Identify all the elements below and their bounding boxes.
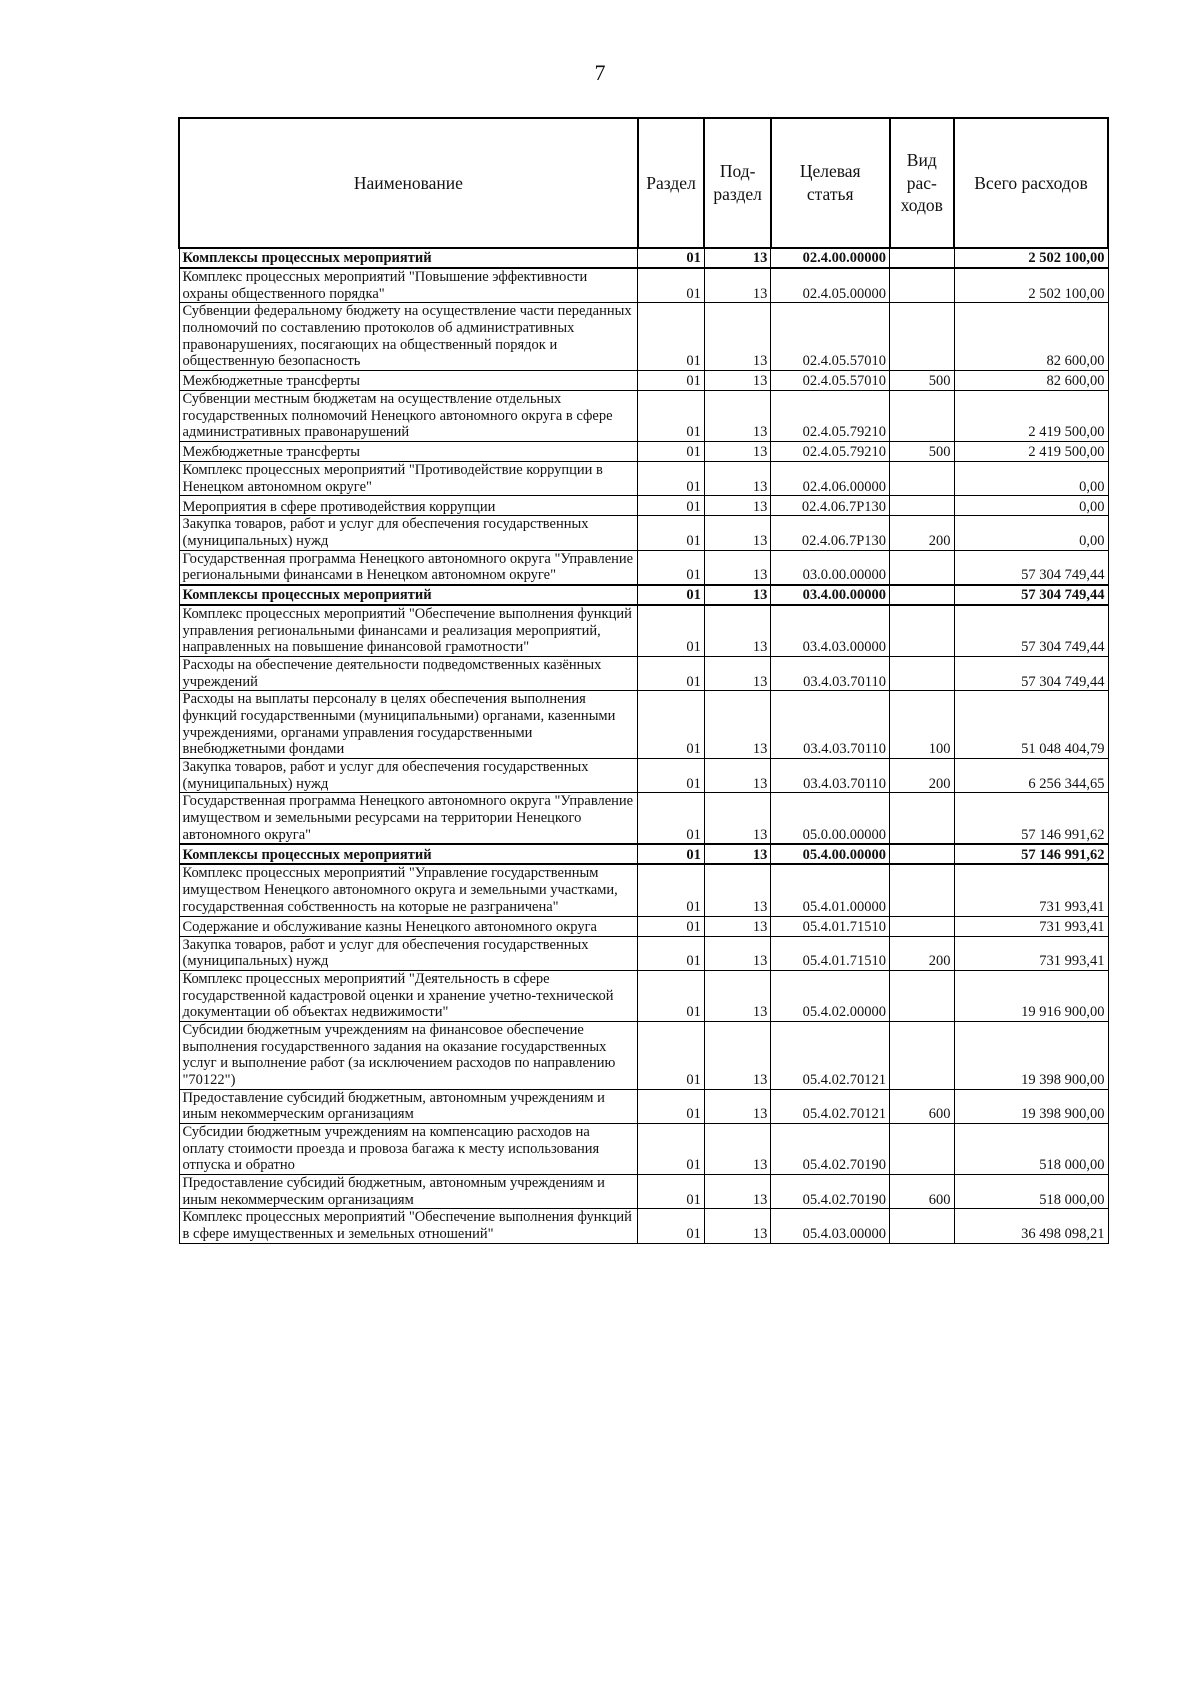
row-name: Расходы на обеспечение деятельности подведомственных казённых учреждений — [179, 657, 638, 691]
row-name: Субсидии бюджетным учреждениям на компенсацию расходов на оплату стоимости проезда и провоза багажа к месту использования отпуска и обратно — [179, 1123, 638, 1174]
row-target-article: 05.4.00.00000 — [771, 844, 890, 864]
row-expense-kind: 200 — [890, 936, 954, 970]
header-name: Наименование — [179, 118, 638, 248]
row-name: Мероприятия в сфере противодействия коррупции — [179, 496, 638, 516]
row-total: 57 304 749,44 — [954, 605, 1108, 657]
row-expense-kind — [890, 844, 954, 864]
row-target-article: 03.4.03.70110 — [771, 691, 890, 759]
row-subsection: 13 — [704, 864, 771, 916]
table-row — [179, 970, 1108, 1021]
row-target-article: 05.4.02.70121 — [771, 1021, 890, 1089]
row-section: 01 — [638, 970, 705, 1021]
row-subsection: 13 — [704, 759, 771, 793]
row-total: 57 304 749,44 — [954, 550, 1108, 585]
row-target-article: 02.4.05.79210 — [771, 391, 890, 442]
row-total: 0,00 — [954, 462, 1108, 496]
row-name: Расходы на выплаты персоналу в целях обеспечения выполнения функций государственными (муниципальными) органами, казенными учреждениями, органами управления государственными внебюджетными фондами — [179, 691, 638, 759]
row-subsection: 13 — [704, 970, 771, 1021]
row-name: Комплекс процессных мероприятий "Управление государственным имуществом Ненецкого автономного округа и земельными участками, государственная собственность на которые не разграничена" — [179, 864, 638, 916]
row-expense-kind — [890, 462, 954, 496]
row-subsection: 13 — [704, 268, 771, 303]
row-name: Субвенции федеральному бюджету на осуществление части переданных полномочий по составлению протоколов об административных правонарушениях, посягающих на общественный порядок и общественную безопасность — [179, 303, 638, 371]
row-target-article: 03.4.03.70110 — [771, 759, 890, 793]
row-section: 01 — [638, 1089, 705, 1123]
table-row — [179, 391, 1108, 442]
table-row — [179, 442, 1108, 462]
table-row — [179, 1089, 1108, 1123]
row-total: 19 916 900,00 — [954, 970, 1108, 1021]
row-name: Межбюджетные трансферты — [179, 371, 638, 391]
row-name: Содержание и обслуживание казны Ненецкого автономного округа — [179, 916, 638, 936]
header-section: Раздел — [638, 118, 705, 248]
row-target-article: 02.4.06.7Р130 — [771, 496, 890, 516]
table-row — [179, 516, 1108, 550]
table-row — [179, 248, 1108, 268]
table-header-row — [179, 118, 1108, 248]
row-name: Комплексы процессных мероприятий — [179, 585, 638, 605]
row-total: 2 502 100,00 — [954, 268, 1108, 303]
row-section: 01 — [638, 691, 705, 759]
row-subsection: 13 — [704, 936, 771, 970]
row-section: 01 — [638, 248, 705, 268]
row-name: Комплекс процессных мероприятий "Обеспечение выполнения функций в сфере имущественных и земельных отношений" — [179, 1209, 638, 1243]
row-total: 731 993,41 — [954, 916, 1108, 936]
row-subsection: 13 — [704, 550, 771, 585]
row-section: 01 — [638, 793, 705, 845]
table-body — [179, 248, 1108, 1243]
row-section: 01 — [638, 303, 705, 371]
row-section: 01 — [638, 936, 705, 970]
row-subsection: 13 — [704, 303, 771, 371]
row-expense-kind — [890, 970, 954, 1021]
row-target-article: 02.4.06.7Р130 — [771, 516, 890, 550]
row-total: 36 498 098,21 — [954, 1209, 1108, 1243]
row-expense-kind — [890, 916, 954, 936]
row-total: 6 256 344,65 — [954, 759, 1108, 793]
header-subsection: Под- раздел — [704, 118, 771, 248]
row-total: 2 419 500,00 — [954, 391, 1108, 442]
row-target-article: 03.4.03.70110 — [771, 657, 890, 691]
row-name: Предоставление субсидий бюджетным, автономным учреждениям и иным некоммерческим организациям — [179, 1174, 638, 1208]
row-expense-kind — [890, 550, 954, 585]
row-total: 518 000,00 — [954, 1123, 1108, 1174]
row-name: Предоставление субсидий бюджетным, автономным учреждениям и иным некоммерческим организациям — [179, 1089, 638, 1123]
row-expense-kind — [890, 496, 954, 516]
row-subsection: 13 — [704, 442, 771, 462]
row-total: 731 993,41 — [954, 864, 1108, 916]
row-subsection: 13 — [704, 1123, 771, 1174]
header-expense-kind: Вид рас- ходов — [890, 118, 954, 248]
row-target-article: 02.4.06.00000 — [771, 462, 890, 496]
row-total: 0,00 — [954, 496, 1108, 516]
row-section: 01 — [638, 657, 705, 691]
row-target-article: 05.0.00.00000 — [771, 793, 890, 845]
row-expense-kind: 200 — [890, 759, 954, 793]
header-target-article: Целевая статья — [771, 118, 890, 248]
table-row — [179, 1174, 1108, 1208]
page-number: 7 — [594, 60, 606, 85]
row-expense-kind — [890, 585, 954, 605]
row-name: Государственная программа Ненецкого автономного округа "Управление региональными финансами в Ненецком автономном округе" — [179, 550, 638, 585]
row-subsection: 13 — [704, 844, 771, 864]
row-subsection: 13 — [704, 916, 771, 936]
row-section: 01 — [638, 268, 705, 303]
table-row — [179, 371, 1108, 391]
budget-table — [178, 117, 1109, 1244]
row-section: 01 — [638, 605, 705, 657]
row-total: 19 398 900,00 — [954, 1089, 1108, 1123]
row-target-article: 05.4.02.70121 — [771, 1089, 890, 1123]
row-target-article: 05.4.02.70190 — [771, 1123, 890, 1174]
row-section: 01 — [638, 1174, 705, 1208]
row-total: 518 000,00 — [954, 1174, 1108, 1208]
row-section: 01 — [638, 516, 705, 550]
row-expense-kind — [890, 268, 954, 303]
row-section: 01 — [638, 1021, 705, 1089]
row-subsection: 13 — [704, 793, 771, 845]
row-target-article: 02.4.05.57010 — [771, 303, 890, 371]
row-target-article: 02.4.00.00000 — [771, 248, 890, 268]
row-expense-kind: 600 — [890, 1174, 954, 1208]
row-target-article: 05.4.01.71510 — [771, 936, 890, 970]
row-expense-kind — [890, 391, 954, 442]
row-section: 01 — [638, 496, 705, 516]
row-name: Комплекс процессных мероприятий "Обеспечение выполнения функций управления региональными финансами и реализация мероприятий, направленных на повышение финансовой грамотности" — [179, 605, 638, 657]
row-total: 57 304 749,44 — [954, 657, 1108, 691]
table-row — [179, 496, 1108, 516]
row-total: 82 600,00 — [954, 371, 1108, 391]
row-target-article: 02.4.05.57010 — [771, 371, 890, 391]
row-target-article: 05.4.02.00000 — [771, 970, 890, 1021]
row-name: Субсидии бюджетным учреждениям на финансовое обеспечение выполнения государственного задания на оказание государственных услуг и выполнение работ (за исключением расходов по направлению "70122") — [179, 1021, 638, 1089]
table-row — [179, 303, 1108, 371]
row-subsection: 13 — [704, 657, 771, 691]
row-section: 01 — [638, 759, 705, 793]
row-subsection: 13 — [704, 516, 771, 550]
row-total: 2 419 500,00 — [954, 442, 1108, 462]
row-expense-kind — [890, 605, 954, 657]
row-name: Государственная программа Ненецкого автономного округа "Управление имуществом и земельными ресурсами на территории Ненецкого автономного округа" — [179, 793, 638, 845]
table-row — [179, 585, 1108, 605]
table-row — [179, 1021, 1108, 1089]
row-total: 57 304 749,44 — [954, 585, 1108, 605]
row-total: 82 600,00 — [954, 303, 1108, 371]
table-row — [179, 462, 1108, 496]
row-expense-kind — [890, 1021, 954, 1089]
table-row — [179, 916, 1108, 936]
row-expense-kind — [890, 303, 954, 371]
row-total: 57 146 991,62 — [954, 793, 1108, 845]
table-row — [179, 605, 1108, 657]
row-name: Закупка товаров, работ и услуг для обеспечения государственных (муниципальных) нужд — [179, 936, 638, 970]
row-name: Комплексы процессных мероприятий — [179, 248, 638, 268]
row-section: 01 — [638, 1123, 705, 1174]
row-target-article: 02.4.05.00000 — [771, 268, 890, 303]
row-total: 2 502 100,00 — [954, 248, 1108, 268]
row-total: 57 146 991,62 — [954, 844, 1108, 864]
row-section: 01 — [638, 550, 705, 585]
row-subsection: 13 — [704, 462, 771, 496]
row-subsection: 13 — [704, 691, 771, 759]
row-target-article: 03.4.03.00000 — [771, 605, 890, 657]
row-target-article: 03.0.00.00000 — [771, 550, 890, 585]
row-name: Межбюджетные трансферты — [179, 442, 638, 462]
row-expense-kind: 500 — [890, 371, 954, 391]
row-section: 01 — [638, 844, 705, 864]
row-total: 0,00 — [954, 516, 1108, 550]
table-row — [179, 1209, 1108, 1243]
row-target-article: 05.4.03.00000 — [771, 1209, 890, 1243]
row-section: 01 — [638, 916, 705, 936]
row-subsection: 13 — [704, 1209, 771, 1243]
row-section: 01 — [638, 371, 705, 391]
row-expense-kind: 200 — [890, 516, 954, 550]
row-subsection: 13 — [704, 605, 771, 657]
row-subsection: 13 — [704, 585, 771, 605]
row-total: 19 398 900,00 — [954, 1021, 1108, 1089]
row-expense-kind: 600 — [890, 1089, 954, 1123]
row-expense-kind — [890, 248, 954, 268]
table-row — [179, 657, 1108, 691]
row-section: 01 — [638, 1209, 705, 1243]
row-section: 01 — [638, 462, 705, 496]
table-row — [179, 864, 1108, 916]
row-expense-kind — [890, 1123, 954, 1174]
row-expense-kind — [890, 793, 954, 845]
row-subsection: 13 — [704, 1174, 771, 1208]
row-name: Закупка товаров, работ и услуг для обеспечения государственных (муниципальных) нужд — [179, 516, 638, 550]
row-subsection: 13 — [704, 1089, 771, 1123]
row-target-article: 05.4.02.70190 — [771, 1174, 890, 1208]
table-row — [179, 268, 1108, 303]
row-subsection: 13 — [704, 1021, 771, 1089]
row-expense-kind — [890, 657, 954, 691]
table-row — [179, 550, 1108, 585]
table-row — [179, 759, 1108, 793]
row-name: Закупка товаров, работ и услуг для обеспечения государственных (муниципальных) нужд — [179, 759, 638, 793]
row-expense-kind: 500 — [890, 442, 954, 462]
row-name: Комплекс процессных мероприятий "Противодействие коррупции в Ненецком автономном округе" — [179, 462, 638, 496]
row-total: 731 993,41 — [954, 936, 1108, 970]
row-name: Комплекс процессных мероприятий "Повышение эффективности охраны общественного порядка" — [179, 268, 638, 303]
row-section: 01 — [638, 442, 705, 462]
row-expense-kind — [890, 1209, 954, 1243]
table-row — [179, 691, 1108, 759]
row-target-article: 03.4.00.00000 — [771, 585, 890, 605]
row-section: 01 — [638, 585, 705, 605]
row-subsection: 13 — [704, 248, 771, 268]
row-subsection: 13 — [704, 371, 771, 391]
row-section: 01 — [638, 391, 705, 442]
table-row — [179, 844, 1108, 864]
row-name: Субвенции местным бюджетам на осуществление отдельных государственных полномочий Ненецкого автономного округа в сфере административных правонарушений — [179, 391, 638, 442]
row-name: Комплексы процессных мероприятий — [179, 844, 638, 864]
row-expense-kind — [890, 864, 954, 916]
row-total: 51 048 404,79 — [954, 691, 1108, 759]
row-name: Комплекс процессных мероприятий "Деятельность в сфере государственной кадастровой оценки и хранение учетно-технической документации об объектах недвижимости" — [179, 970, 638, 1021]
table-row — [179, 936, 1108, 970]
row-target-article: 05.4.01.71510 — [771, 916, 890, 936]
row-target-article: 05.4.01.00000 — [771, 864, 890, 916]
row-target-article: 02.4.05.79210 — [771, 442, 890, 462]
row-subsection: 13 — [704, 391, 771, 442]
row-subsection: 13 — [704, 496, 771, 516]
header-total: Всего расходов — [954, 118, 1108, 248]
row-section: 01 — [638, 864, 705, 916]
table-row — [179, 793, 1108, 845]
row-expense-kind: 100 — [890, 691, 954, 759]
table-row — [179, 1123, 1108, 1174]
